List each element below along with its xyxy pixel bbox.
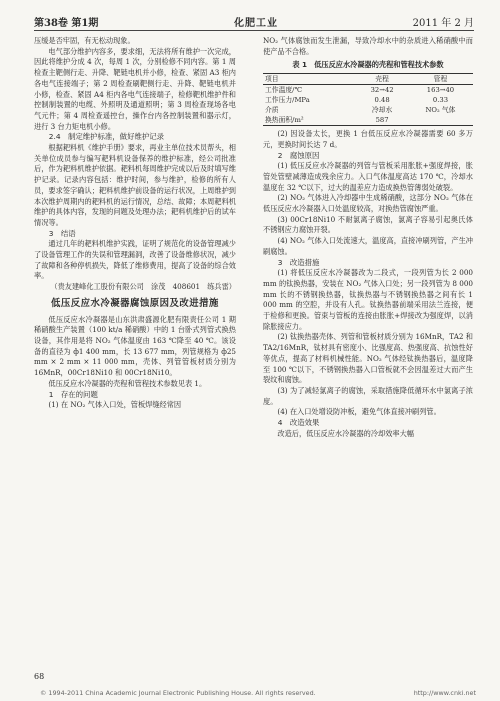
page-number: 68 — [34, 672, 45, 681]
table-header: 壳程 — [356, 74, 408, 85]
paragraph: 电气部分维护内容多，要求细，无法将所有维护一次完成，因此将维护分成 4 次，每周 1 次，分别检修不同内容。第 1 周检查主靶侧行走、升降、靶链电机并小修，检查、紧固 A3 柜内各电气连接端子；第 2 周检查刷靶侧行走、升降、靶链电机并小修，检查、紧固 A4 柜内各电气连接端子，检修靶机维护件和控制制装置的电缆、外照明及通道照明；第 3 周检查现场各电气元件；第 4 周检查遥控台，操作台内各控制装置和器示灯，进行 3 台力矩电机小修。 — [34, 46, 236, 131]
paragraph: 低压反应水冷凝器是山东洪肃盛源化肥有限责任公司 1 期稀硝酸生产装置（100 kt/a 稀硝酸）中的 1 台卧式列管式换热设备，其作用是将 NO₂ 气体温度由 163 ℃降至 40 ℃。该设备的直径为 ф1 400 mm，长 13 677 mm，列管规格为 ф25 mm × 2 mm × 11 000 mm，壳体、列管管板材质分别为 16MnR，00Cr18Ni10 和 00Cr18Ni10。 — [34, 314, 236, 378]
table-cell — [408, 115, 473, 126]
section-heading: 4 改造效果 — [277, 418, 320, 428]
paragraph: (4) NO₂ 气体入口处流速大，温度高，直接冲刷列管，产生冲刷腐蚀。 — [263, 236, 473, 256]
table-header: 项目 — [263, 74, 356, 85]
table-row — [263, 105, 473, 115]
paragraph: (4) 在入口处增设防冲板，避免气体直接冲刷列管。 — [277, 407, 441, 417]
right-column — [263, 36, 473, 440]
section-heading: 3 改造措施 — [277, 257, 320, 267]
paragraph: (1) 在 NO₂ 气体入口处，管板焊缝经常因 — [48, 400, 182, 410]
paragraph: NO₂ 气体腐蚀而发生泄漏，导致冷却水中的杂质进入稀硝酸中而使产品不合格。 — [263, 36, 473, 56]
section-heading: 3 结语 — [48, 228, 76, 238]
paragraph: 低压反应水冷凝器的壳程和管程技术参数见表 1。 — [48, 378, 207, 388]
journal-issue: 第38卷 第1期 — [34, 18, 99, 29]
copyright-notice: © 1994-2011 China Academic Journal Electronic Publishing House. All rights reserved. — [40, 689, 316, 697]
table-header-row — [263, 74, 473, 85]
left-column — [34, 36, 236, 411]
paragraph: (2) NO₂ 气体进入冷却器中生成稀硝酸，这部分 NO₂ 气体在低压反应水冷凝器入口处温度较高，对换热管腐蚀严重。 — [263, 193, 473, 214]
section-heading: 1 存在的问题 — [48, 389, 98, 399]
article-title: 低压反应水冷凝器腐蚀原因及改进措施 — [51, 297, 219, 309]
running-header — [34, 10, 474, 31]
table-cell: 换热面积/m² — [263, 115, 356, 126]
paragraph: (2) 钛换热器壳体、列管和管板材质分别为 16MnR，TA2 和 TA2/16MnR，钛材具有密度小、比强度高、热强度高、抗蚀性好等优点，提高了材料机械性能。NO₂ 气体经钛换热器后，温度降至 100 ℃以下，不锈钢换热器入口管板就不会因温差过大而产生裂纹和腐蚀。 — [263, 332, 473, 385]
issue-date: 2011 年 2 月 — [412, 18, 474, 29]
section-heading: 2.4 制定维护标准，做好维护记录 — [48, 132, 165, 142]
table-cell: NO₂ 气体 — [425, 106, 456, 115]
table-row — [263, 95, 473, 105]
table-row — [263, 115, 473, 126]
table-cell: 163→40 — [426, 86, 455, 95]
paragraph: (2) 因设备太长，更换 1 台低压反应水冷凝器需要 60 多万元，更换时间长达 7 d。 — [263, 129, 473, 149]
table-cell: 0.33 — [432, 96, 449, 105]
paragraph: 改造后，低压反应水冷凝器的冷却效率大幅 — [277, 428, 414, 438]
paragraph: 根据耙料机《维护手册》要求，再业主单位技术员帮头，相关单位成员参与编写耙料机设备保养的维护标准，经公司批准后，作为耙料机维护依据。耙料机每周维护完成以后及时填写维护记录。记录内容包括：维护时间，参与维护，检修的所有人员，要求签字确认；耙料机维护前设备的运行状况，上周维护到本次维护周期内的耙料机的运行情况，总结、故障；本周耙料机维护的具体内容，发现的问题及处理办法；耙料机维护后的试车情况等。 — [34, 143, 236, 227]
journal-name: 化肥工业 — [234, 18, 278, 29]
table-cell: 0.48 — [374, 96, 390, 105]
paragraph: (3) 为了减轻氯离子的腐蚀，采取措施降低循环水中氯离子浓度。 — [263, 385, 473, 406]
paragraph: (1) 低压反应水冷凝器的列管与管板采用胀胀+强度焊接，胀管处管壁减薄造成残余应力。入口气体温度高达 170 ℃，冷却水温度在 32 ℃以下，过大的温差应力造成换热管薄弱处破裂。 — [263, 161, 473, 192]
table-cell: 介质 — [265, 106, 279, 115]
table-cell: 工作温度/℃ — [265, 86, 303, 95]
paragraph: (1) 将低压反应水冷凝器改为二段式，一段列管为长 2 000 mm 的钛换热器，安装在 NO₂ 气体入口处；另一段列管为 8 000 mm 长的不锈钢换热器，钛换热器与不锈钢换热器之间有长 1 000 mm 的空腔，并设有人孔。钛换热器前端采用法兰连接，便于检修和更换。管束与管板的连接由胀胀+焊接改为强度焊，以消除胀接应力。 — [263, 268, 473, 331]
page-footer — [0, 686, 500, 701]
section-heading: 2 腐蚀原因 — [277, 150, 320, 160]
paragraph: 压缓是否牢固，有无松动现象。 — [34, 36, 135, 45]
footer-link[interactable]: http://www.cnki.net — [413, 689, 476, 697]
table-cell: 587 — [356, 115, 408, 126]
spec-table — [263, 73, 473, 126]
paragraph: (3) 00Cr18Ni10 不耐氯离子腐蚀，氯离子容易引起奥氏体不锈钢应力腐蚀开裂。 — [263, 214, 473, 235]
paragraph: 通过几年的耙料机维护实践，证明了规范化的设备管理减少了设备管理工作的失误和管理漏洞，改善了设备维修状况，减少了故障和各种停机损失，降低了维修费用，提高了设备的综合效率。 — [34, 239, 236, 281]
table-header: 管程 — [408, 74, 473, 85]
table-row — [263, 85, 473, 96]
table-cell: 工作压力/MPa — [265, 96, 310, 105]
table-caption: 表 1 低压反应水冷凝器的壳程和管程技术参数 — [292, 60, 444, 70]
table-cell: 冷却水 — [371, 106, 393, 115]
author-source: （贵友建峰化工股份有限公司 涂茂 408601 练兵雷） — [50, 282, 236, 292]
table-cell: 32→42 — [370, 86, 394, 95]
